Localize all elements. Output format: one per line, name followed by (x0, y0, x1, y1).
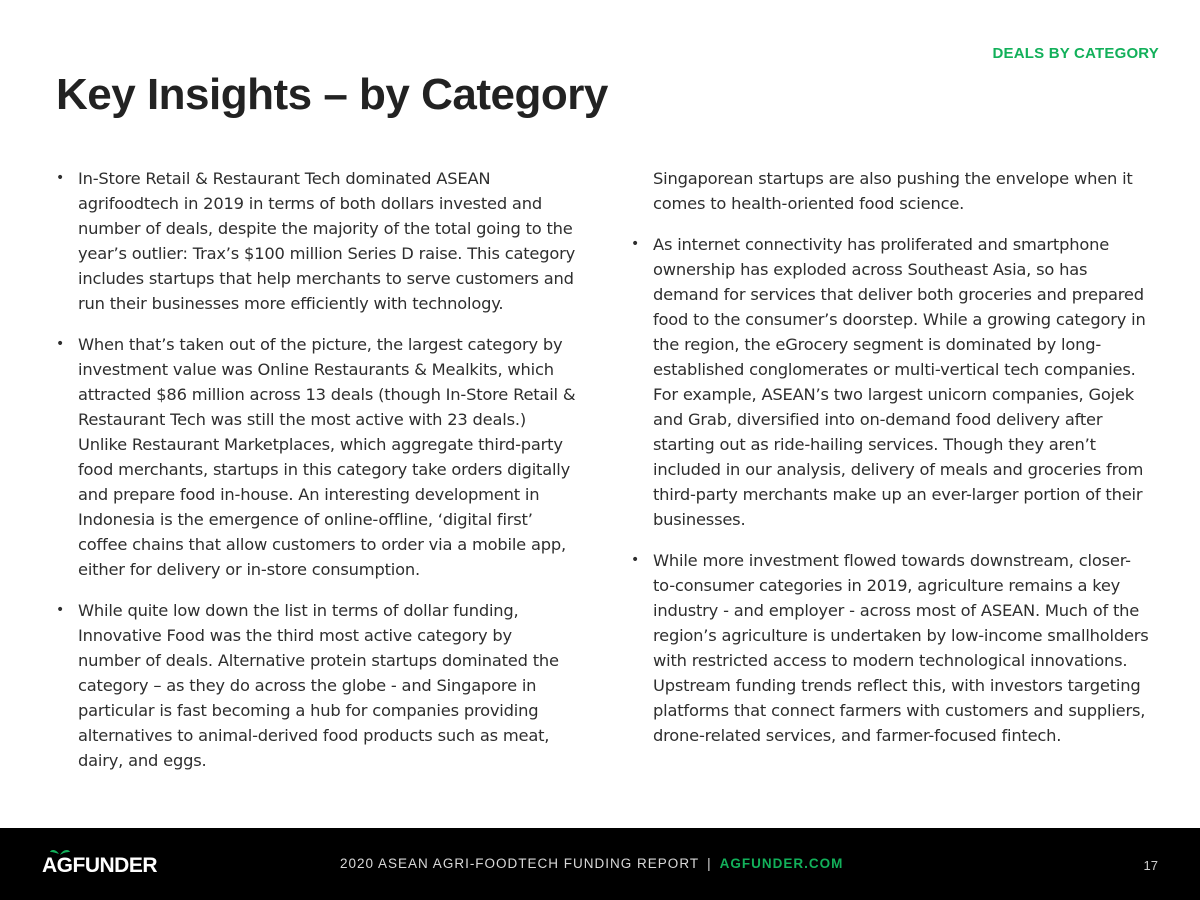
bullet-icon: • (631, 236, 640, 252)
section-tag: DEALS BY CATEGORY (992, 45, 1159, 62)
report-url-link[interactable]: AGFUNDER.COM (719, 856, 844, 871)
bullet-text: When that’s taken out of the picture, the largest category by investment value was Online Restaurants & Mealkits, which attracted $86 million across 13 deals (though In-Store Retail & Restaurant Tech was still the most active with 23 deals.) Unlike Restaurant Marketplaces, which aggregate third-party food merchants, startups in this category take orders digitally and prepare food in-house. An interesting development in Indonesia is the emergence of online-offline, ‘digital first’ coffee chains that allow customers to order via a mobile app, either for delivery or in-store consumption. (78, 335, 576, 579)
continued-paragraph (631, 166, 1151, 216)
bullet-icon: • (56, 602, 65, 618)
bullet-text: In-Store Retail & Restaurant Tech dominated ASEAN agrifoodtech in 2019 in terms of both dollars invested and number of deals, despite the majority of the total going to the year’s outlier: Trax’s $100 million Series D raise. This category includes startups that help merchants to serve customers and run their businesses more efficiently with technology. (78, 169, 576, 313)
bullet-paragraph (56, 332, 576, 582)
left-column (56, 166, 576, 789)
report-separator: | (707, 856, 712, 871)
page-number: 17 (1143, 858, 1158, 873)
bullet-icon: • (56, 336, 65, 352)
bullet-paragraph (631, 548, 1151, 748)
continued-text: Singaporean startups are also pushing the envelope when it comes to health-oriented food science. (653, 169, 1133, 213)
bullet-text: While quite low down the list in terms of dollar funding, Innovative Food was the third most active category by number of deals. Alternative protein startups dominated the category – as they do across the globe - and Singapore in particular is fast becoming a hub for companies providing alternatives to animal-derived food products such as meat, dairy, and eggs. (78, 601, 559, 770)
report-title: 2020 ASEAN AGRI-FOODTECH FUNDING REPORT (340, 856, 700, 871)
bullet-paragraph (56, 166, 576, 316)
bullet-text: While more investment flowed towards downstream, closer-to-consumer categories in 2019, agriculture remains a key industry - and employer - across most of ASEAN. Much of the region’s agriculture is undertaken by low-income smallholders with restricted access to modern technological innovations. Upstream funding trends reflect this, with investors targeting platforms that connect farmers with customers and suppliers, drone-related services, and farmer-focused fintech. (653, 551, 1149, 745)
right-column (631, 166, 1151, 764)
bullet-icon: • (631, 552, 640, 568)
bullet-icon: • (56, 170, 65, 186)
logo-text: AGFUNDER (42, 854, 157, 877)
leaf-icon (42, 848, 82, 884)
bullet-paragraph (56, 598, 576, 773)
bullet-text: As internet connectivity has proliferated and smartphone ownership has exploded across Southeast Asia, so has demand for services that deliver both groceries and prepared food to the consumer’s doorstep. While a growing category in the region, the eGrocery segment is dominated by long-established conglomerates or multi-vertical tech companies. For example, ASEAN’s two largest unicorn companies, Gojek and Grab, diversified into on-demand food delivery after starting out as ride-hailing services. Though they aren’t included in our analysis, delivery of meals and groceries from third-party merchants make up an ever-larger portion of their businesses. (653, 235, 1146, 529)
footer-bar (0, 828, 1200, 900)
page-title: Key Insights – by Category (56, 70, 608, 119)
agfunder-logo (42, 848, 157, 884)
bullet-paragraph (631, 232, 1151, 532)
report-line (340, 856, 843, 871)
